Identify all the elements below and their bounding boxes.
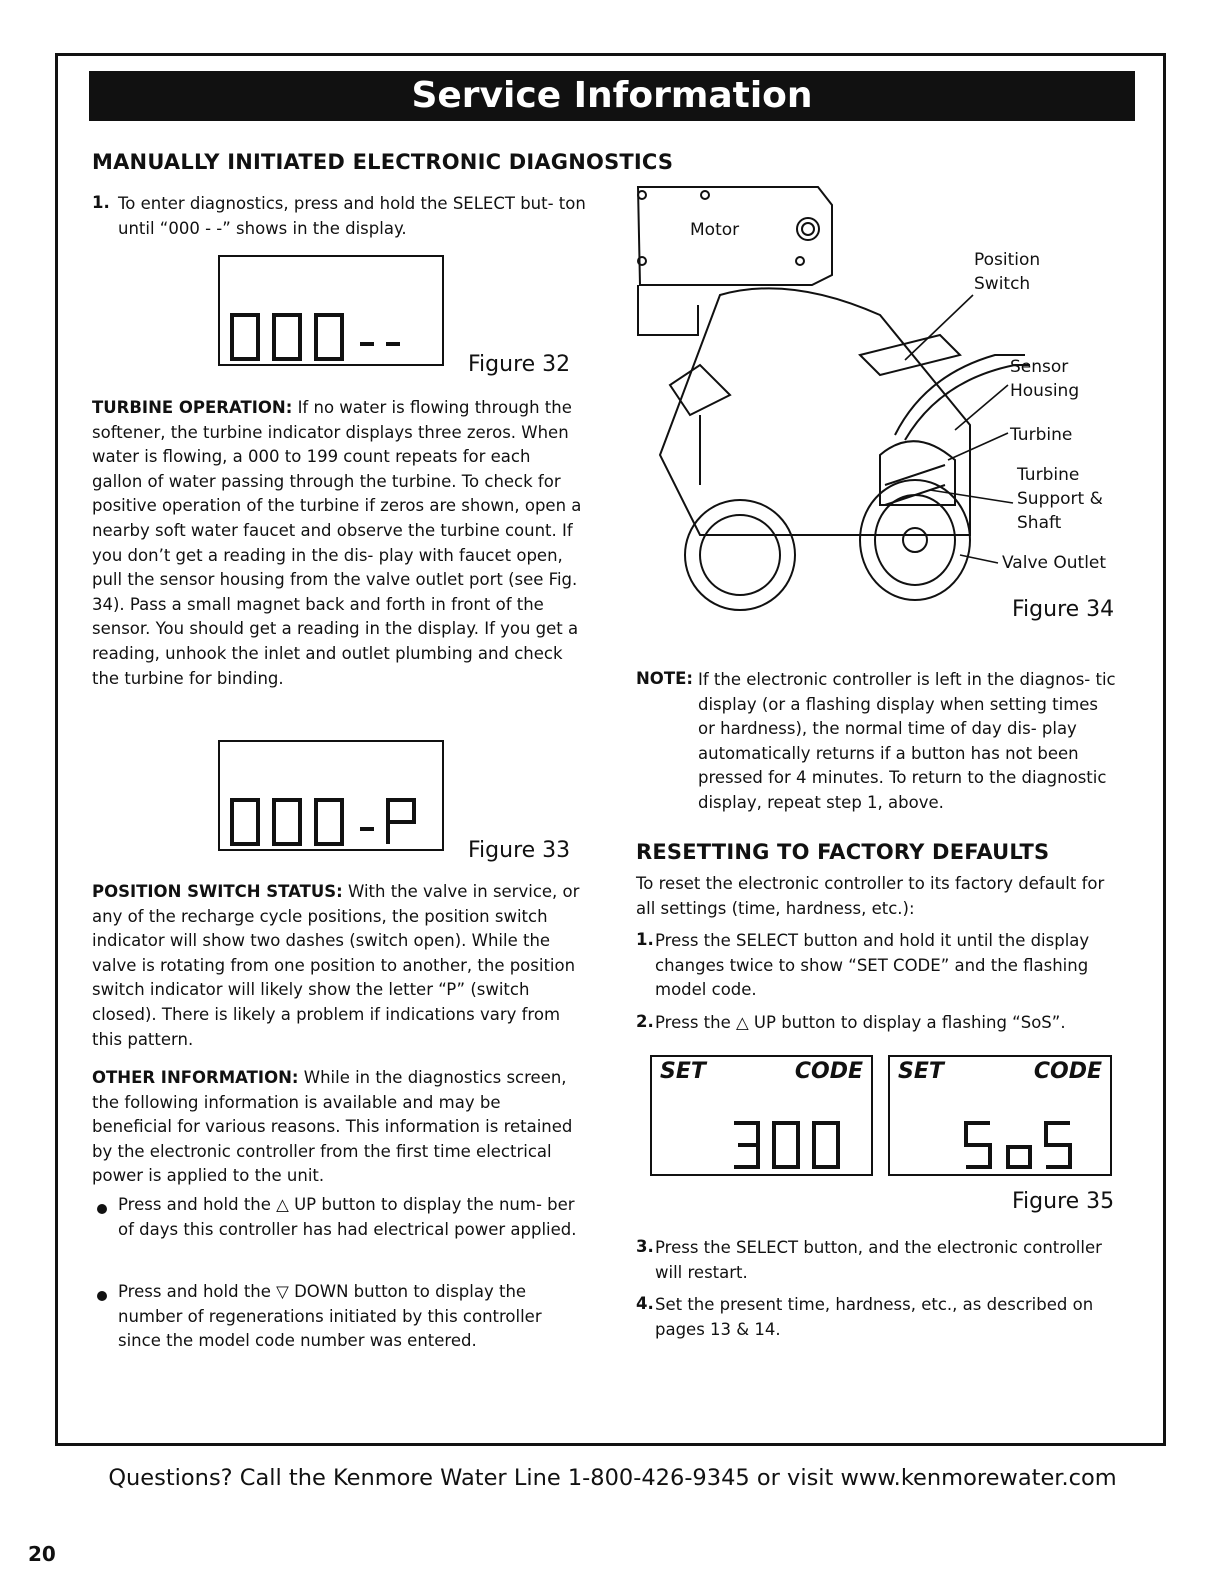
lcd-code-label: CODE (1033, 1059, 1102, 1084)
motor-shaft (797, 218, 819, 240)
callout-position-switch: Position Switch (974, 250, 1041, 294)
reset-step1-number: 1. (636, 930, 654, 949)
motor-bracket (638, 285, 698, 335)
position-text: With the valve in service, or any of the recharge cycle positions, the position switch indicator will show two dashes (switch open). While the valve is rotating from one position to another, the position switch indicator will likely show the letter “P” (switch closed). There is likely a problem if indications vary from this pattern. (92, 882, 580, 1049)
callout-turbine-support: Turbine Support & Shaft (1017, 465, 1103, 533)
turbine-lead: TURBINE OPERATION: (92, 398, 293, 417)
reset-step3-text: Press the SELECT button, and the electronic controller will restart. (655, 1238, 1102, 1282)
reset-step2-text: Press the △ UP button to display a flashing “SoS”. (655, 1013, 1066, 1032)
other-lead: OTHER INFORMATION: (92, 1068, 299, 1087)
lcd-set-label: SET (898, 1059, 944, 1084)
screw (638, 191, 646, 199)
inlet-port-inner (700, 515, 780, 595)
letter-s (966, 1123, 990, 1167)
lcd-digits-fig33 (220, 742, 446, 853)
callout-turbine: Turbine (1010, 425, 1073, 445)
digit-0 (274, 800, 300, 844)
letter-p (388, 800, 414, 844)
digit-0 (814, 1123, 838, 1167)
digit-0 (316, 800, 342, 844)
motor-shaft (802, 223, 814, 235)
note-text: If the electronic controller is left in the diagnos- tic display (or a flashing display when setting times or hardness), the normal time of day dis- play automatically returns if a button has not been pressed for 4 minutes. To return to the diagnostic display, repeat step 1, above. (698, 670, 1116, 812)
figure35-label: Figure 35 (1012, 1189, 1115, 1214)
heading-diagnostics: MANUALLY INITIATED ELECTRONIC DIAGNOSTICS (92, 150, 674, 174)
position-lead: POSITION SWITCH STATUS: (92, 882, 343, 901)
figure33-label: Figure 33 (468, 838, 571, 863)
reset-intro: To reset the electronic controller to its factory default for all settings (time, hardness, etc.): (636, 874, 1105, 918)
digit-0 (316, 315, 342, 359)
reset-step2-number: 2. (636, 1012, 654, 1031)
lcd-display-fig35b (888, 1055, 1112, 1176)
leader-support (930, 490, 1013, 503)
figure32-label: Figure 32 (468, 352, 571, 377)
bullet-up: Press and hold the △ UP button to display the num- ber of days this controller has had electrical power applied. (118, 1195, 577, 1239)
lcd-display-fig35a (650, 1055, 873, 1176)
note-lead: NOTE: (636, 669, 693, 688)
turbine-shaft (903, 528, 927, 552)
lcd-digits-fig35a (652, 1057, 875, 1178)
lcd-display-fig33 (218, 740, 444, 851)
callout-valve-outlet: Valve Outlet (1002, 553, 1107, 573)
digit-0 (232, 315, 258, 359)
valve-outlet (860, 480, 970, 600)
step1-text: To enter diagnostics, press and hold the SELECT but- ton until “000 - -” shows in the display. (118, 194, 586, 238)
bullet-down: Press and hold the ▽ DOWN button to display the number of regenerations initiated by this controller since the model code number was entered. (118, 1282, 542, 1351)
reset-step1-text: Press the SELECT button and hold it until the display changes twice to show “SET CODE” and the flashing model code. (655, 931, 1090, 1000)
heading-reset: RESETTING TO FACTORY DEFAULTS (636, 840, 1050, 864)
digit-0 (232, 800, 258, 844)
other-text: While in the diagnostics screen, the following information is available and may be beneficial for various reasons. This information is retained by the electronic controller from the first time electrical power is applied to the unit. (92, 1068, 573, 1186)
callout-motor: Motor (690, 220, 740, 240)
screw (701, 191, 709, 199)
lcd-display-fig32 (218, 255, 444, 366)
page-banner: Service Information (89, 71, 1135, 121)
valve-outlet-inner (875, 495, 955, 585)
lcd-set-label: SET (660, 1059, 706, 1084)
step1-number: 1. (92, 193, 110, 212)
valve-body (660, 288, 970, 535)
figure34-label: Figure 34 (1012, 597, 1115, 622)
lcd-digits-fig32 (220, 257, 446, 368)
other-paragraph (92, 1066, 577, 1189)
leader-position (905, 295, 973, 360)
turbine-paragraph (92, 396, 582, 691)
leader-turbine (948, 433, 1008, 460)
callout-sensor-housing: Sensor Housing (1010, 357, 1080, 401)
reset-step4-text: Set the present time, hardness, etc., as described on pages 13 & 14. (655, 1295, 1094, 1339)
digit-0 (774, 1123, 798, 1167)
reset-step3-number: 3. (636, 1237, 654, 1256)
footer-contact: Questions? Call the Kenmore Water Line 1-800-426-9345 or visit www.kenmorewater.com (108, 1465, 1117, 1491)
digit-3 (734, 1123, 758, 1167)
letter-s (1046, 1123, 1070, 1167)
digit-0 (274, 315, 300, 359)
bullet-dot (97, 1204, 107, 1214)
inlet-port (685, 500, 795, 610)
bullet-dot (97, 1291, 107, 1301)
screw (796, 257, 804, 265)
reset-step4-number: 4. (636, 1294, 654, 1313)
page-number: 20 (28, 1542, 56, 1566)
turbine-text: If no water is flowing through the softener, the turbine indicator displays three zeros. When water is flowing, a 000 to 199 count repeats for each gallon of water passing through the turbine. To check for positive operation of the turbine if zeros are shown, open a nearby soft water faucet and observe the turbine count. If you don’t get a reading in the dis- play with faucet open, pull the sensor housing from the valve outlet port (see Fig. 34). Pass a small magnet back and forth in front of the sensor. You should get a reading in the display. If you get a reading, unhook the inlet and outlet plumbing and check the turbine for binding. (92, 398, 582, 688)
letter-o (1008, 1147, 1030, 1167)
lcd-code-label: CODE (794, 1059, 863, 1084)
lcd-digits-fig35b (890, 1057, 1114, 1178)
position-paragraph (92, 880, 587, 1052)
inlet-fitting (670, 365, 730, 415)
leader-sensor (955, 385, 1008, 430)
